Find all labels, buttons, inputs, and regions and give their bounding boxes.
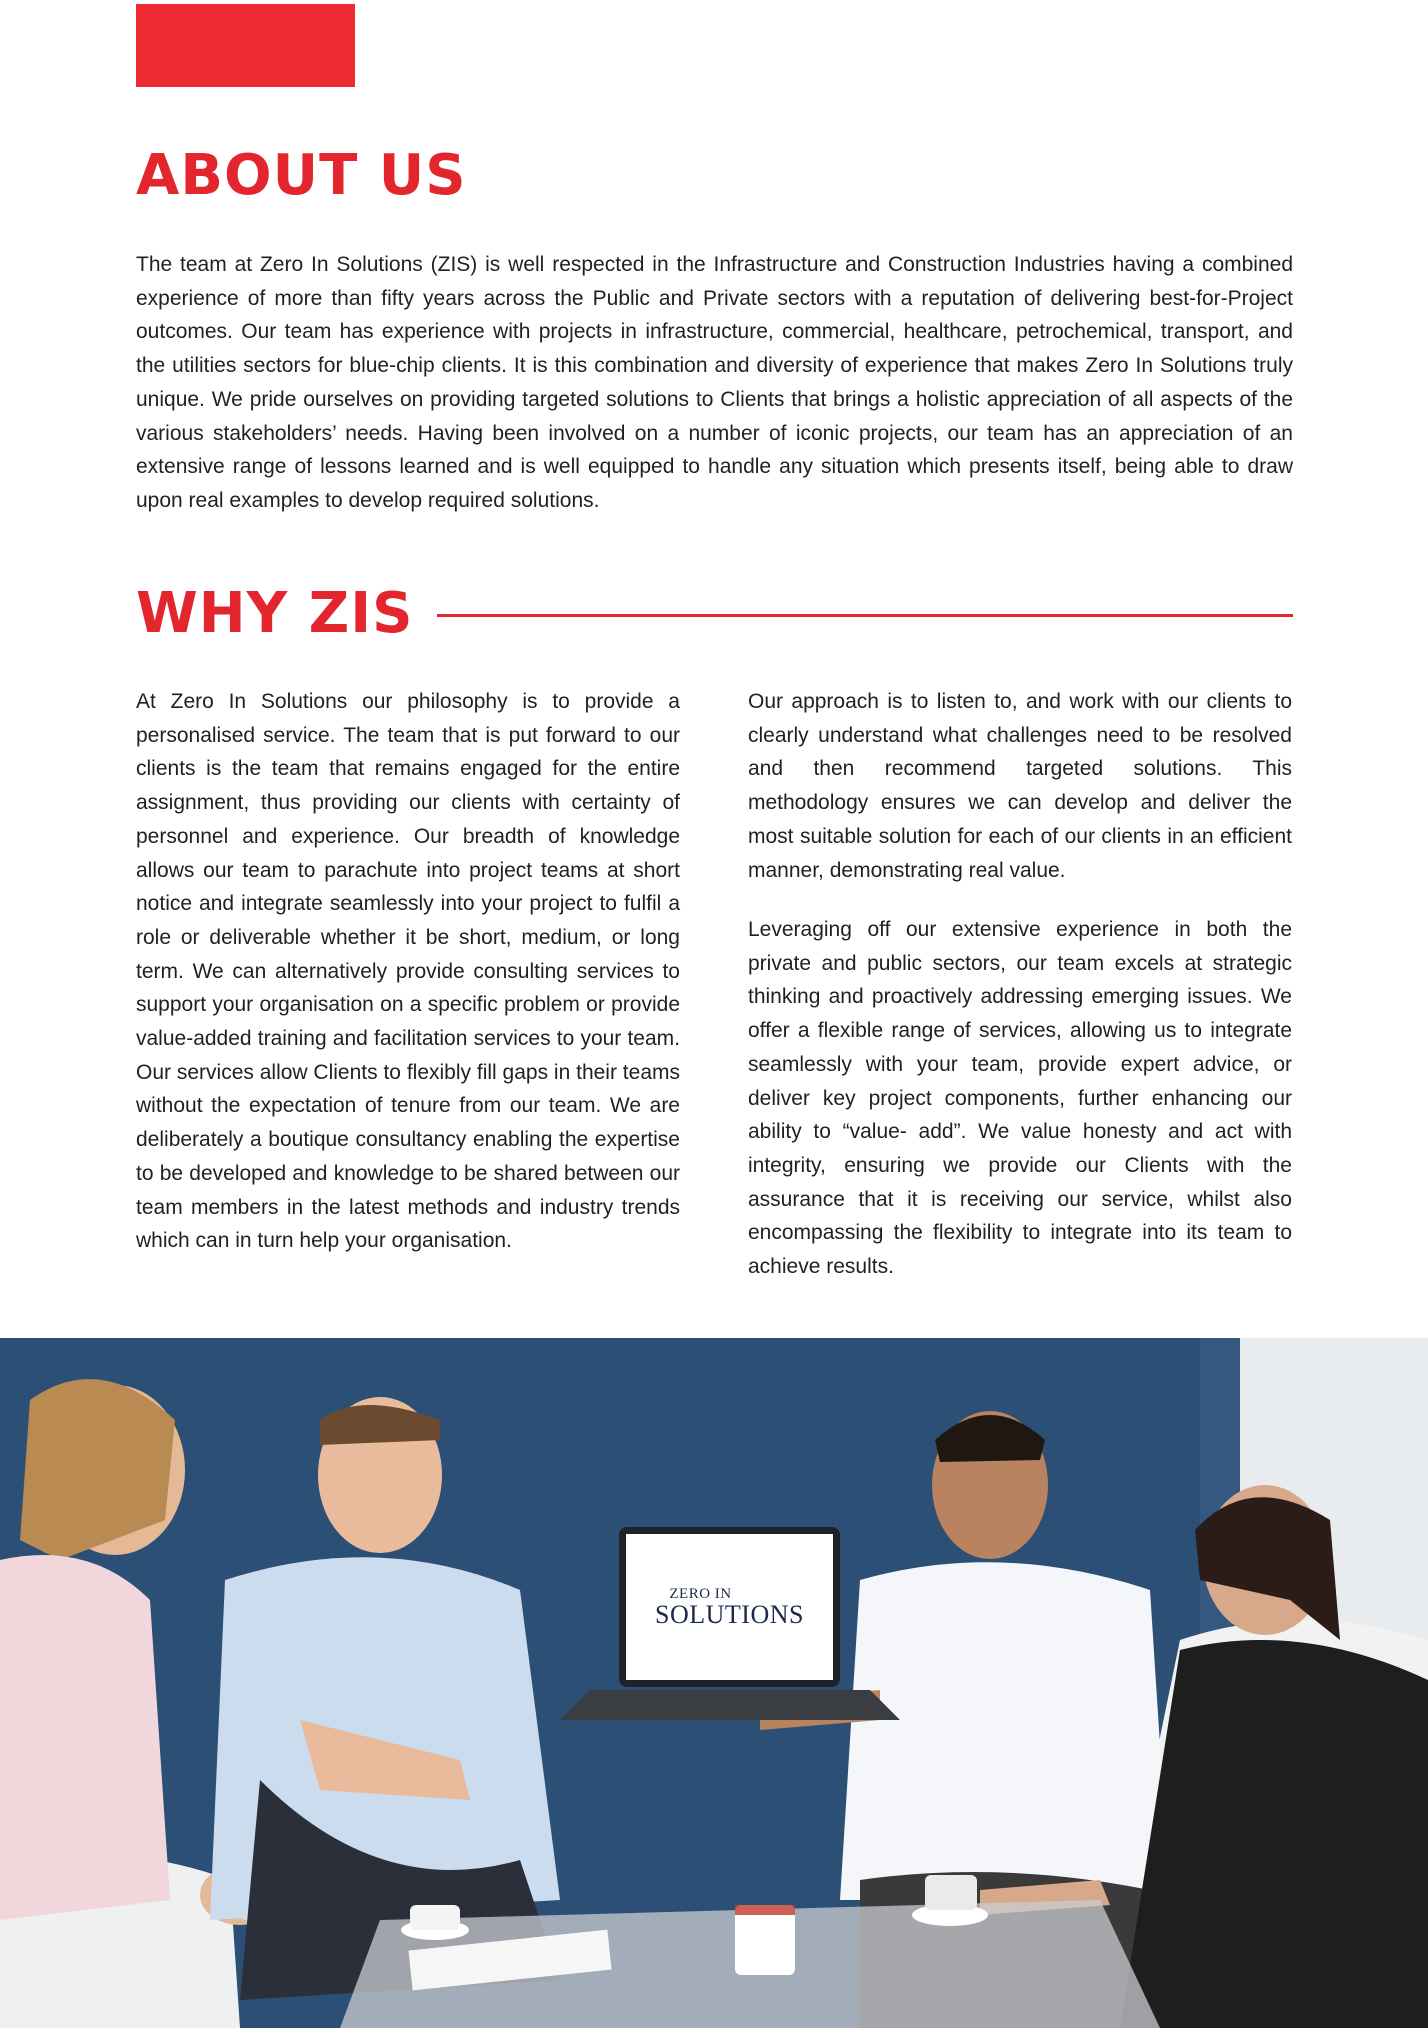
- why-right-paragraph-2: Leveraging off our extensive experience in both the private and public sectors, our team excels at strategic thinking and proactively addressing emerging issues. We offer a flexible range of services, allowing us to integrate seamlessly with your team, provide expert advice, or deliver key project components, further enhancing our ability to “value- add”. We value honesty and act with integrity, ensuring we provide our Clients with the assurance that it is receiving our service, whilst also encompassing the flexibility to integrate into its team to achieve results.: [748, 918, 1292, 1279]
- laptop-screen-logo: [626, 1542, 833, 1672]
- logo-line-1: ZERO IN: [669, 1585, 732, 1602]
- why-heading: WHY ZIS: [136, 581, 414, 646]
- about-heading: ABOUT US: [136, 143, 467, 208]
- team-meeting-photo: [0, 1338, 1428, 2028]
- about-paragraph: The team at Zero In Solutions (ZIS) is well respected in the Infrastructure and Construction Industries having a combined experience of more than fifty years across the Public and Private sectors with a reputation of delivering best-for-Project outcomes. Our team has experience with projects in infrastructure, commercial, healthcare, petrochemical, transport, and the utilities sectors for blue-chip clients. It is this combination and diversity of experience that makes Zero In Solutions truly unique. We pride ourselves on providing targeted solutions to Clients that brings a holistic appreciation of all aspects of the various stakeholders’ needs. Having been involved on a number of iconic projects, our team has an appreciation of an extensive range of lessons learned and is well equipped to handle any situation which presents itself, being able to draw upon real examples to develop required solutions.: [136, 253, 1293, 512]
- heading-divider: [437, 614, 1293, 617]
- logo-line-2: SOLUTIONS: [655, 1599, 804, 1629]
- why-right-paragraph-1: Our approach is to listen to, and work with our clients to clearly understand what challenges need to be resolved and then recommend targeted solutions. This methodology ensures we can develop and deliver the most suitable solution for each of our clients in an efficient manner, demonstrating real value.: [748, 690, 1292, 882]
- accent-block: [136, 4, 355, 87]
- why-left-paragraph: At Zero In Solutions our philosophy is to provide a personalised service. The team that is put forward to our clients is the team that remains engaged for the entire assignment, thus providing our clients with certainty of personnel and experience. Our breadth of knowledge allows our team to parachute into project teams at short notice and integrate seamlessly into your project to fulfil a role or deliverable whether it be short, medium, or long term. We can alternatively provide consulting services to support your organisation on a specific problem or provide value-added training and facilitation services to your team. Our services allow Clients to flexibly fill gaps in their teams without the expectation of tenure from our team. We are deliberately a boutique consultancy enabling the expertise to be developed and knowledge to be shared between our team members in the latest methods and industry trends which can in turn help your organisation.: [136, 690, 680, 1253]
